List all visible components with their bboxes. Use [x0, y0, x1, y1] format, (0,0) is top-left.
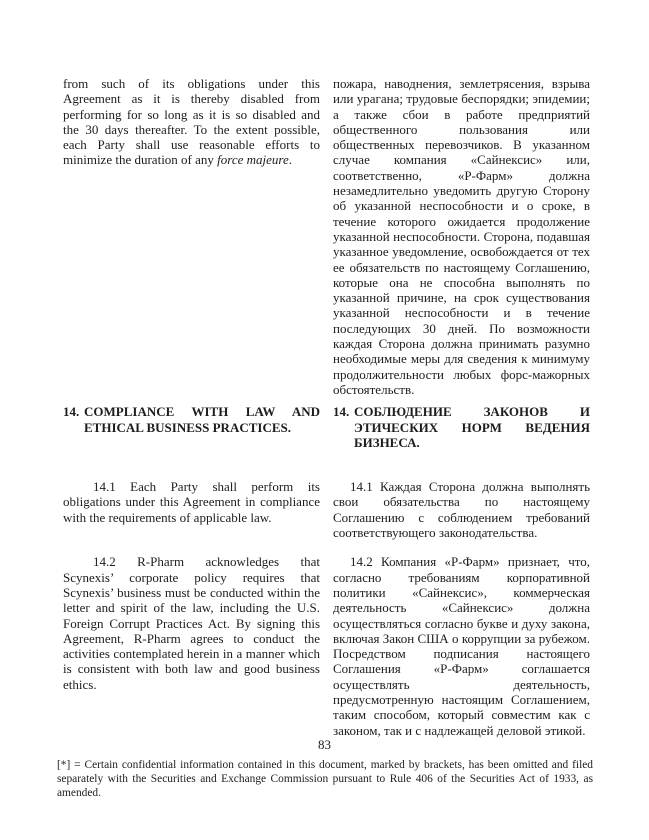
- right-column-14-1: [333, 479, 590, 540]
- paragraph-14-2-ru: 14.2 Компания «Р-Фарм» признает, что, согласно требованиям корпоративной политики «Сайнексис», коммерческая деятельность «Сайнексис» должна осуществляться согласно букве и духу закона, включая Закон США о коррупции за рубежом. Посредством подписания настоящего Соглашения «Р-Фарм» соглашается осуществлять деятельность, предусмотренную настоящим Соглашением, таким способом, который совместим как с законом, так и с надлежащей деловой этикой.: [333, 554, 590, 738]
- document-content: [63, 76, 590, 738]
- left-column-14-1: [63, 479, 320, 525]
- row-14-2: [63, 554, 590, 738]
- paragraph-force-majeure-ru: пожара, наводнения, землетрясения, взрыва или урагана; трудовые беспорядки; эпидемии; а также сбои в работе предприятий общественного пользования или общественных перевозчиков. В указанном случае компания «Сайнексис» или, соответственно, «Р-Фарм» должна незамедлительно уведомить другую Сторону об указанной неспособности и о сроке, в течение которого ожидается продолжение указанной неспособности. Сторона, подавшая указанное уведомление, освобождается от тех ее обязательств по настоящему Соглашению, которые она не способна выполнять по указанной причине, на срок существования указанной неспособности и в течение последующих 30 дней. По возможности каждая Сторона должна принимать разумно необходимые меры для сведения к минимуму продолжительности любых форс-мажорных обстоятельств.: [333, 76, 590, 397]
- paragraph-force-majeure-en-end: .: [288, 152, 293, 168]
- force-majeure-italic: force majeure: [217, 152, 289, 168]
- paragraph-force-majeure-en: [63, 76, 320, 168]
- section14-heading-ru: [333, 404, 590, 450]
- row-14-1: [63, 479, 590, 540]
- row-force-majeure: [63, 76, 590, 397]
- right-column-heading: [333, 404, 590, 450]
- row-section14-heading: [63, 404, 590, 450]
- confidentiality-footnote: [*] = Certain confidential information contained in this document, marked by brackets, has been omitted and filed separately with the Securities and Exchange Commission pursuant to Rule 406 of the Securities Act of 1933, as amended.: [57, 759, 593, 799]
- paragraph-14-2-en: 14.2 R-Pharm acknowledges that Scynexis’ corporate policy requires that Scynexis’ business must be conducted within the letter and spirit of the law, including the U.S. Foreign Corrupt Practices Act. By signing this Agreement, R-Pharm agrees to conduct the activities contemplated herein in a manner which is consistent with both law and good business ethics.: [63, 554, 320, 692]
- left-column-force-majeure: [63, 76, 320, 168]
- paragraph-force-majeure-en-text: from such of its obligations under this Agreement as it is thereby disabled from performing for so long as it is so disabled and the 30 days thereafter. To the extent possible, each Party shall use reasonable efforts to minimize the duration of any: [63, 76, 320, 168]
- section14-number-en: 14.: [63, 404, 80, 420]
- left-column-heading: [63, 404, 320, 435]
- right-column-force-majeure: [333, 76, 590, 397]
- section14-title-en: COMPLIANCE WITH LAW AND ETHICAL BUSINESS PRACTICES.: [84, 404, 320, 435]
- right-column-14-2: [333, 554, 590, 738]
- paragraph-14-1-en: 14.1 Each Party shall perform its obligations under this Agreement in compliance with the requirements of applicable law.: [63, 479, 320, 525]
- section14-heading-en: [63, 404, 320, 435]
- section14-title-ru: СОБЛЮДЕНИЕ ЗАКОНОВ И ЭТИЧЕСКИХ НОРМ ВЕДЕНИЯ БИЗНЕСА.: [354, 404, 590, 450]
- page-number: 83: [318, 737, 331, 752]
- section14-number-ru: 14.: [333, 404, 350, 420]
- left-column-14-2: [63, 554, 320, 692]
- paragraph-14-1-ru: 14.1 Каждая Сторона должна выполнять свои обязательства по настоящему Соглашению с соблюдением требований соответствующего законодательства.: [333, 479, 590, 541]
